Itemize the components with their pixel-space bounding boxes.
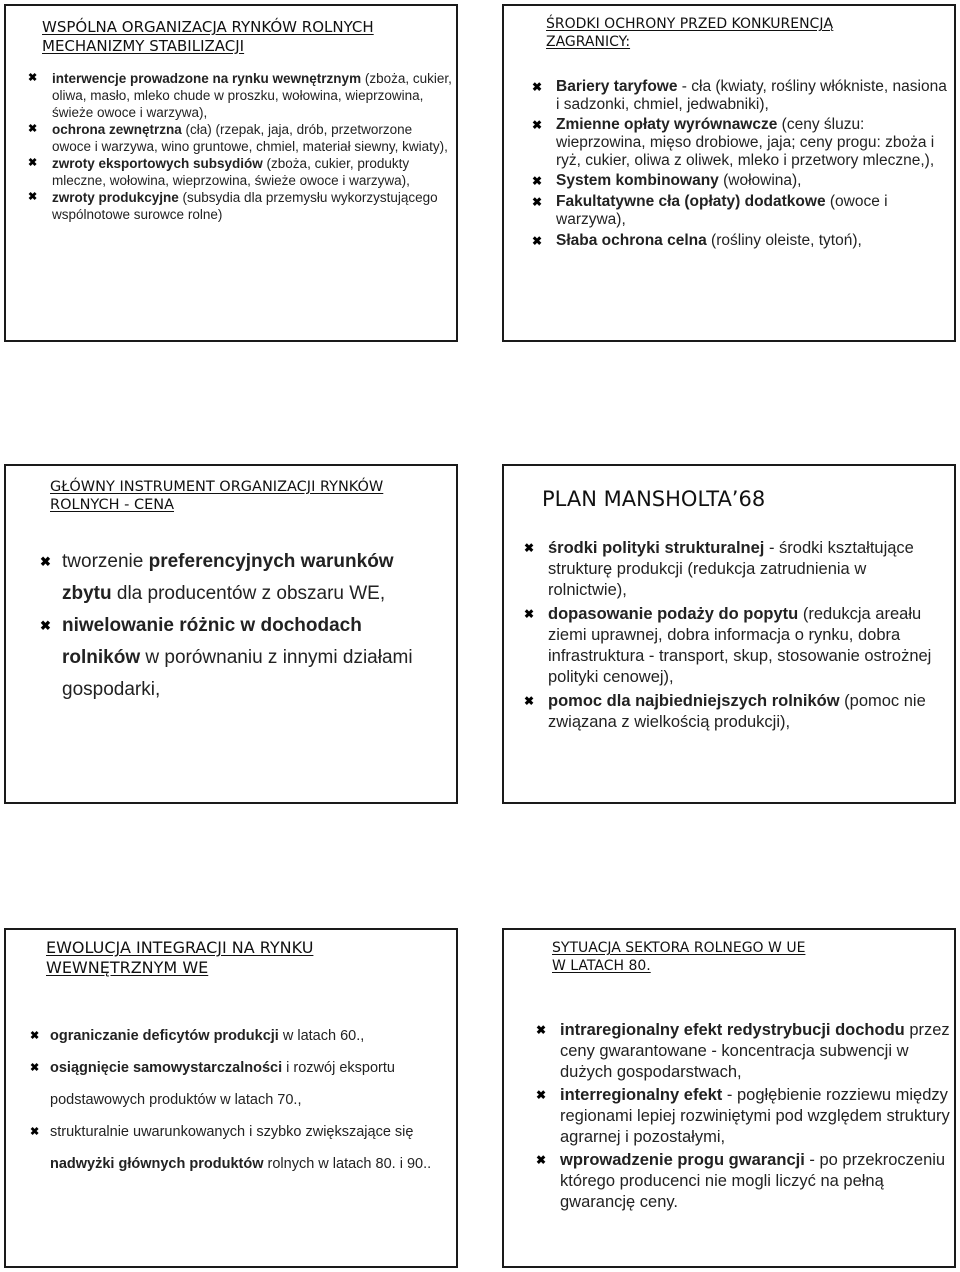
bullet-x-icon: ✖ [532, 118, 543, 132]
slide-title: GŁÓWNY INSTRUMENT ORGANIZACJI RYNKÓW ROLNYCH - CENA [50, 479, 384, 514]
list-item: ✖ Bariery taryfowe - cła (kwiaty, rośliny włókniste, nasiona i sadzonki, chmiel, jedwabniki), [532, 78, 947, 113]
bullet-x-icon: ✖ [30, 1030, 40, 1042]
bullet-x-icon: ✖ [28, 157, 38, 169]
list-item: ✖ strukturalnie uwarunkowanych i szybko zwiększające się nadwyżki głównych produktów rolnych w latach 80. i 90.. [50, 1116, 460, 1180]
bullet-x-icon: ✖ [536, 1023, 547, 1037]
list-item: ✖ ograniczanie deficytów produkcji w latach 60., [50, 1020, 460, 1052]
list-item: ✖ dopasowanie podaży do popytu (redukcja areału ziemi uprawnej, dobra informacja o rynku, dobra infrastruktura - transport, skup, stosowanie ostrożnej polityki cenowej), [524, 605, 932, 686]
slide-ewolucja-integracji [4, 928, 458, 1268]
list-item: ✖ Zmienne opłaty wyrównawcze (ceny śluzu: wieprzowina, mięso drobiowe, jaja; ceny progu: zboża i ryż, cukier, oliwa z oliwek, mleko i przetwory mleczne,), [532, 116, 935, 169]
bullet-list [524, 538, 938, 733]
bullet-x-icon: ✖ [532, 80, 543, 94]
list-item: ✖ środki polityki strukturalnej - środki kształtujące strukturę produkcji (redukcja zatrudnienia w rolnictwie), [524, 539, 914, 599]
slide-title: SYTUACJA SEKTORA ROLNEGO W UE W LATACH 80. [552, 940, 806, 974]
list-item: ✖ wprowadzenie progu gwarancji - po przekroczeniu którego producenci nie mogli liczyć na pełną gwarancję ceny. [536, 1151, 946, 1211]
slide-sytuacja-sektora [502, 928, 956, 1268]
slide-title: WSPÓLNA ORGANIZACJA RYNKÓW ROLNYCH MECHANIZMY STABILIZACJI [42, 18, 374, 55]
list-item: ✖ Słaba ochrona celna (rośliny oleiste, tytoń), [532, 232, 862, 249]
bullet-list [30, 1020, 460, 1180]
bullet-x-icon: ✖ [40, 618, 51, 633]
list-item: ✖ interwencje prowadzone na rynku wewnętrznym (zboża, cukier, oliwa, masło, mleko chude w proszku, wołowina, wieprzowina, świeże owoce i warzywa), [28, 71, 452, 120]
bullet-x-icon: ✖ [532, 234, 543, 248]
bullet-list [536, 1020, 950, 1213]
list-item: ✖ zwroty produkcyjne (subsydia dla przemysłu wykorzystującego wspólnotowe surowce rolne) [28, 190, 438, 222]
list-item: ✖ Fakultatywne cła (opłaty) dodatkowe (owoce i warzywa), [532, 193, 888, 228]
list-item: ✖ interregionalny efekt - pogłębienie rozziewu między regionami lepiej rozwiniętymi pod względem struktury agrarnej i pozostałymi, [536, 1086, 950, 1146]
slide-srodki-ochrony [502, 4, 956, 342]
slide-title: ŚRODKI OCHRONY PRZED KONKURENCJĄ ZAGRANICY: [546, 16, 834, 50]
bullet-list [40, 546, 434, 706]
list-item: ✖ intraregionalny efekt redystrybucji dochodu przez ceny gwarantowane - koncentracja subwencji w dużych gospodarstwach, [536, 1021, 950, 1081]
list-item: ✖ niwelowanie różnic w dochodach rolników w porównaniu z innymi działami gospodarki, [62, 610, 434, 706]
slide-wspolna-organizacja [4, 4, 458, 342]
bullet-x-icon: ✖ [536, 1153, 547, 1167]
bullet-x-icon: ✖ [28, 191, 38, 203]
slide-glowny-instrument [4, 464, 458, 804]
bullet-x-icon: ✖ [532, 174, 543, 188]
slide-title: EWOLUCJA INTEGRACJI NA RYNKU WEWNĘTRZNYM WE [46, 938, 314, 977]
bullet-x-icon: ✖ [536, 1088, 547, 1102]
bullet-list [28, 70, 452, 223]
bullet-x-icon: ✖ [28, 123, 38, 135]
slide-title: PLAN MANSHOLTA’68 [542, 487, 766, 511]
bullet-x-icon: ✖ [30, 1126, 40, 1138]
list-item: ✖ tworzenie preferencyjnych warunków zbytu dla producentów z obszaru WE, [62, 546, 434, 610]
slide-plan-mansholta [502, 464, 956, 804]
bullet-x-icon: ✖ [40, 554, 51, 569]
list-item: ✖ pomoc dla najbiedniejszych rolników (pomoc nie związana z wielkością produkcji), [524, 692, 926, 731]
bullet-x-icon: ✖ [524, 541, 535, 555]
list-item: ✖ zwroty eksportowych subsydiów (zboża, cukier, produkty mleczne, wołowina, wieprzowina, świeże owoce i warzywa), [28, 156, 410, 188]
bullet-x-icon: ✖ [28, 72, 38, 84]
bullet-x-icon: ✖ [524, 694, 535, 708]
bullet-x-icon: ✖ [524, 607, 535, 621]
list-item: ✖ ochrona zewnętrzna (cła) (rzepak, jaja, drób, przetworzone owoce i warzywa, wino gruntowe, chmiel, materiał siewny, kwiaty), [28, 122, 448, 154]
list-item: ✖ osiągnięcie samowystarczalności i rozwój eksportu podstawowych produktów w latach 70., [50, 1052, 460, 1116]
bullet-x-icon: ✖ [30, 1062, 40, 1074]
bullet-list [532, 78, 952, 250]
list-item: ✖ System kombinowany (wołowina), [532, 172, 802, 189]
bullet-x-icon: ✖ [532, 195, 543, 209]
